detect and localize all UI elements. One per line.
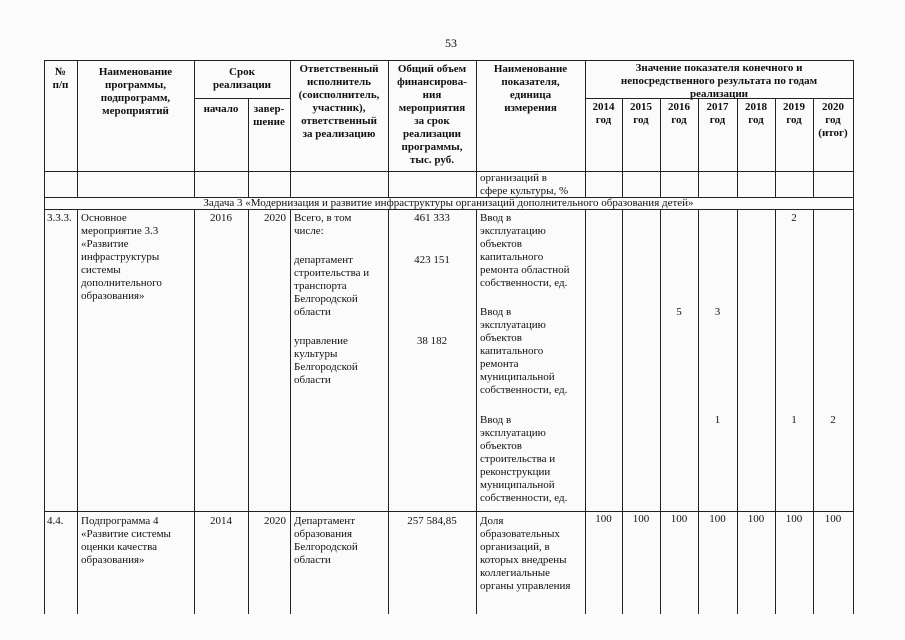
row-333-ind2-2017: 3 [714,306,721,318]
row-44-value-2020: 100 [824,513,842,525]
page-number: 53 [445,36,457,50]
table-top-border [44,60,853,61]
continuation-indicator: организаций в сфере культуры, % [480,172,569,197]
header-name: Наименование программы, подпрограмм, мероприятий [98,66,173,117]
col-sep [248,209,249,614]
row-44-value-2019: 100 [785,513,803,525]
col-sep [775,209,776,614]
header-bottom-line [44,171,853,172]
header-responsible: Ответственный исполнитель (соисполнитель, участник), ответственный за реализацию [298,63,380,140]
row-333-resp-department: департамент строительства и транспорта Белгородской области [294,254,370,318]
row-333-fin-department: 423 151 [414,254,450,266]
term-subheader-line [194,98,290,99]
row-333-ind3-2020: 2 [830,414,836,426]
row-44-value-2018: 100 [747,513,765,525]
row-44-end: 2020 [264,515,286,527]
row-333-resp-total: Всего, в том числе: [294,212,352,237]
row-44-finance: 257 584,85 [407,515,457,527]
task-3-title: Задача 3 «Модернизация и развитие инфраструктуры организаций дополнительного образования детей» [203,197,694,209]
col-sep [622,209,623,614]
row-333-fin-culture: 38 182 [416,335,448,347]
col-sep [585,209,586,614]
row-44-responsible: Департамент образования Белгородской области [294,515,358,566]
year-2015: 2015 год [630,101,652,126]
row-333-start: 2016 [210,212,232,224]
row-333-fin-total: 461 333 [414,212,450,224]
row-333-ind2-2016: 5 [676,306,682,318]
header-start: начало [203,103,239,115]
year-2018: 2018 год [745,101,767,126]
table-left-border [44,60,45,614]
row-44-start: 2014 [210,515,232,527]
col-sep [388,209,389,614]
year-2014: 2014 год [592,101,615,126]
row-44-value-2017: 100 [709,513,726,525]
row-333-name: Основное мероприятие 3.3 «Развитие инфраструктуры системы дополнительного образования» [81,212,162,302]
year-2020: 2020 год (итог) [818,101,848,139]
header-indicator: Наименование показателя, единица измерения [493,63,568,114]
header-term: Срок реализации [212,66,272,91]
header-end: завер- шение [253,103,285,128]
col-sep [813,209,814,614]
row-44-value-2016: 100 [670,513,688,525]
col-sep [290,209,291,614]
header-num: № п/п [52,66,69,91]
year-2016: 2016 год [668,101,690,126]
col-sep [737,209,738,614]
col-sep [77,209,78,614]
row-333-num: 3.3.3. [47,212,72,224]
row-44-indicator: Доля образовательных организаций, в которых внедрены коллегиальные органы управления [480,515,571,592]
year-2017: 2017 год [706,101,729,126]
row-333-ind3-2017: 1 [714,414,721,426]
header-values-title: Значение показателя конечного и непосредственного результата по годам реализации [620,62,818,100]
col-sep [194,209,195,614]
row-44-value-2014: 100 [595,513,612,525]
row-333-indicator-3: Ввод в эксплуатацию объектов строительства и реконструкции муниципальной собственности, ед. [480,414,568,504]
row-44-value-2015: 100 [632,513,650,525]
row-333-ind3-2019: 1 [791,414,797,426]
row-44-name: Подпрограмма 4 «Развитие системы оценки качества образования» [81,515,171,566]
row-333-end: 2020 [264,212,286,224]
header-finance: Общий объем финансирова- ния мероприятия за срок реализации программы, тыс. руб. [397,63,467,166]
col-sep [698,209,699,614]
col-sep [476,209,477,614]
row-333-ind1-2019: 2 [791,212,797,224]
row-44-num: 4.4. [47,515,64,527]
row-333-resp-culture: управление культуры Белгородской области [294,335,358,386]
year-2019: 2019 год [783,101,805,126]
row-333-indicator-2: Ввод в эксплуатацию объектов капитального ремонта муниципальной собственности, ед. [480,306,568,396]
col-sep [660,209,661,614]
row-333-indicator-1: Ввод в эксплуатацию объектов капитального ремонта областной собственности, ед. [480,212,570,289]
table-right-border [853,60,854,614]
row-333-bottom [44,511,853,512]
